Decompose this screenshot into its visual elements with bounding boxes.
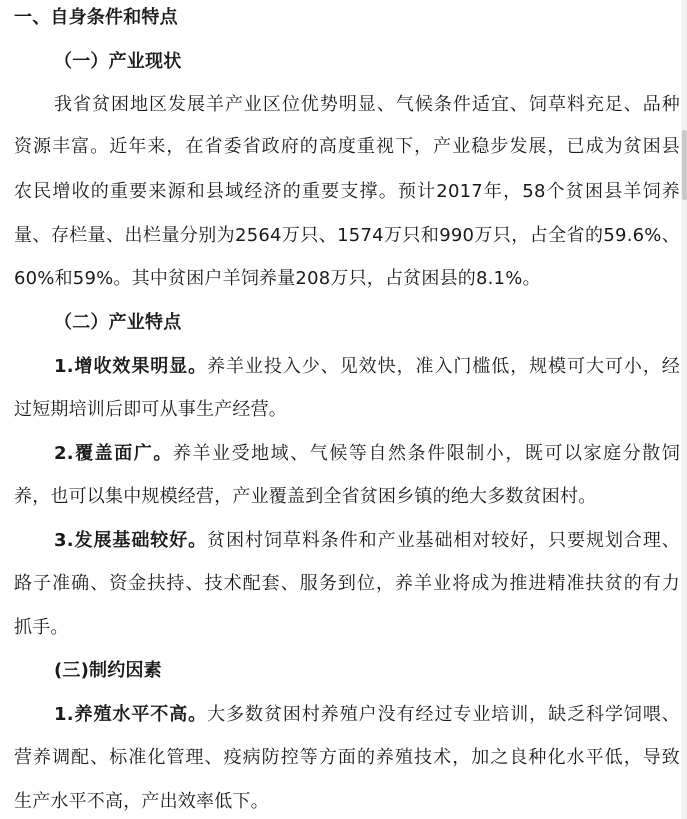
paragraph-line: 量、存栏量、出栏量分别为2564万只、1574万只和990万只，占全省的59.6%、 — [14, 225, 680, 246]
item-lead: 1.养殖水平不高。 — [54, 704, 208, 725]
paragraph-line: 资源丰富。近年来，在省委省政府的高度重视下，产业稳步发展，已成为贫困县 — [14, 136, 680, 157]
paragraph-line: 农民增收的重要来源和县域经济的重要支撑。预计2017年，58个贫困县羊饲养 — [14, 181, 680, 202]
section-heading: 一、自身条件和特点 — [14, 7, 178, 28]
paragraph-line: 60%和59%。其中贫困户羊饲养量208万只，占贫困县的8.1%。 — [14, 268, 541, 289]
scrollbar-thumb[interactable] — [682, 130, 687, 200]
paragraph-line: 路子准确、资金扶持、技术配套、服务到位，养羊业将成为推进精准扶贫的有力 — [14, 573, 680, 594]
item-line — [54, 530, 680, 552]
paragraph-line: 生产水平不高，产出效率低下。 — [14, 791, 269, 812]
item-line — [54, 356, 680, 378]
subsection-heading-features: （二）产业特点 — [54, 312, 182, 333]
paragraph-line: 抓手。 — [14, 617, 69, 638]
paragraph-line: 我省贫困地区发展羊产业区位优势明显、气候条件适宜、饲草料充足、品种 — [54, 94, 680, 115]
paragraph-line: 养，也可以集中规模经营，产业覆盖到全省贫困乡镇的绝大多数贫困村。 — [14, 486, 597, 507]
item-lead: 3.发展基础较好。 — [54, 530, 208, 551]
vertical-scrollbar[interactable] — [681, 0, 687, 819]
item-text: 养羊业受地域、气候等自然条件限制小，既可以家庭分散饲 — [172, 443, 680, 464]
subsection-heading-status: （一）产业现状 — [54, 51, 182, 72]
item-lead: 1.增收效果明显。 — [54, 356, 208, 377]
paragraph-line: 过短期培训后即可从事生产经营。 — [14, 399, 287, 420]
paragraph-line: 营养调配、标准化管理、疫病防控等方面的养殖技术，加之良种化水平低，导致 — [14, 747, 680, 768]
item-text: 养羊业投入少、见效快，准入门槛低，规模可大可小，经 — [207, 356, 680, 377]
item-text: 大多数贫困村养殖户没有经过专业培训，缺乏科学饲喂、 — [207, 704, 680, 725]
item-text: 贫困村饲草料条件和产业基础相对较好，只要规划合理、 — [207, 530, 680, 551]
item-lead: 2.覆盖面广。 — [54, 443, 173, 464]
item-line — [54, 443, 680, 465]
item-line — [54, 704, 680, 726]
subsection-heading-constraints: (三)制约因素 — [54, 660, 162, 681]
